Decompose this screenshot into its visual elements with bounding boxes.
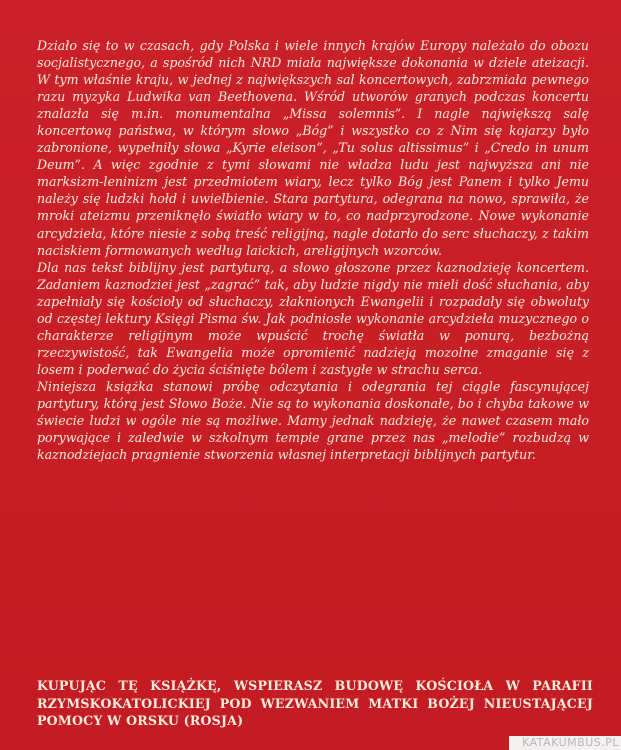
watermark xyxy=(509,736,621,750)
blurb-paragraph-3: Niniejsza książka stanowi próbę odczytania i odegrania tej ciągle fascynującej partytury, którą jest Słowo Boże. Nie są to wykonania doskonałe, bo i chyba takowe w świecie ludzi w ogóle nie są możliwe. Mamy jednak nadzieję, że nawet czasem mało porywające i zaledwie w szkolnym tempie grane przez nas „melodie” rozbudzą w kaznodziejach pragnienie stworzenia własnej interpretacji biblijnych partytur. xyxy=(37,378,589,463)
blurb-text xyxy=(37,37,589,463)
support-notice: KUPUJĄC TĘ KSIĄŻKĘ, WSPIERASZ BUDOWĘ KOŚCIOŁA W PARAFII RZYMSKOKATOLICKIEJ POD WEZWANIEM MATKI BOŻEJ NIEUSTAJĄCEJ POMOCY W ORSKU (ROSJA) xyxy=(37,678,593,729)
watermark-text: KATAKUMBUS.PL xyxy=(522,736,619,749)
blurb-paragraph-1: Działo się to w czasach, gdy Polska i wiele innych krajów Europy należało do obozu socjalistycznego, a spośród nich NRD miała największe dokonania w dziele ateizacji. W tym właśnie kraju, w jednej z największych sal koncertowych, zabrzmiała pewnego razu myzyka Ludwika van Beethovena. Wśród utworów granych podczas koncertu znalazła się m.in. monumentalna „Missa solemnis”. I nagle największą salę koncertową państwa, w którym słowo „Bóg” i wszystko co z Nim się kojarzy było zabronione, wypełniły słowa „Kyrie eleison”, „Tu solus altissimus” i „Credo in unum Deum”. A więc zgodnie z tymi słowami nie władza ludu jest najwyższa ani nie marksizm-leninizm jest przedmiotem wiary, lecz tylko Bóg jest Panem i tylko Jemu należy się ludzki hołd i uwielbienie. Stara partytura, odegrana na nowo, sprawiła, że mroki ateizmu przeniknęło światło wiary w to, co nadprzyrodzone. Nowe wykonanie arcydzieła, które niesie z sobą treść religijną, nagle dotarło do serc słuchaczy, z takim naciskiem formowanych według laickich, areligijnych wzorców. xyxy=(37,38,589,258)
blurb-paragraph-2: Dla nas tekst biblijny jest partyturą, a słowo głoszone przez kaznodzieję koncertem. Zadaniem kaznodziei jest „zagrać” tak, aby ludzie nigdy nie mieli dość słuchania, aby zapełniały się kościoły od słuchaczy, złaknionych Ewangelii i rozpadały się obwoluty od częstej lektury Księgi Pisma św. Jak podniosłe wykonanie arcydzieła muzycznego o charakterze religijnym może wpuścić trochę światła w ponurą, bezbożną rzeczywistość, tak Ewangelia może opromienić nadzieją mozolne zmaganie się z losem i poderwać do życia ściśnięte bólem i zastygłe w strachu serca. xyxy=(37,259,589,377)
